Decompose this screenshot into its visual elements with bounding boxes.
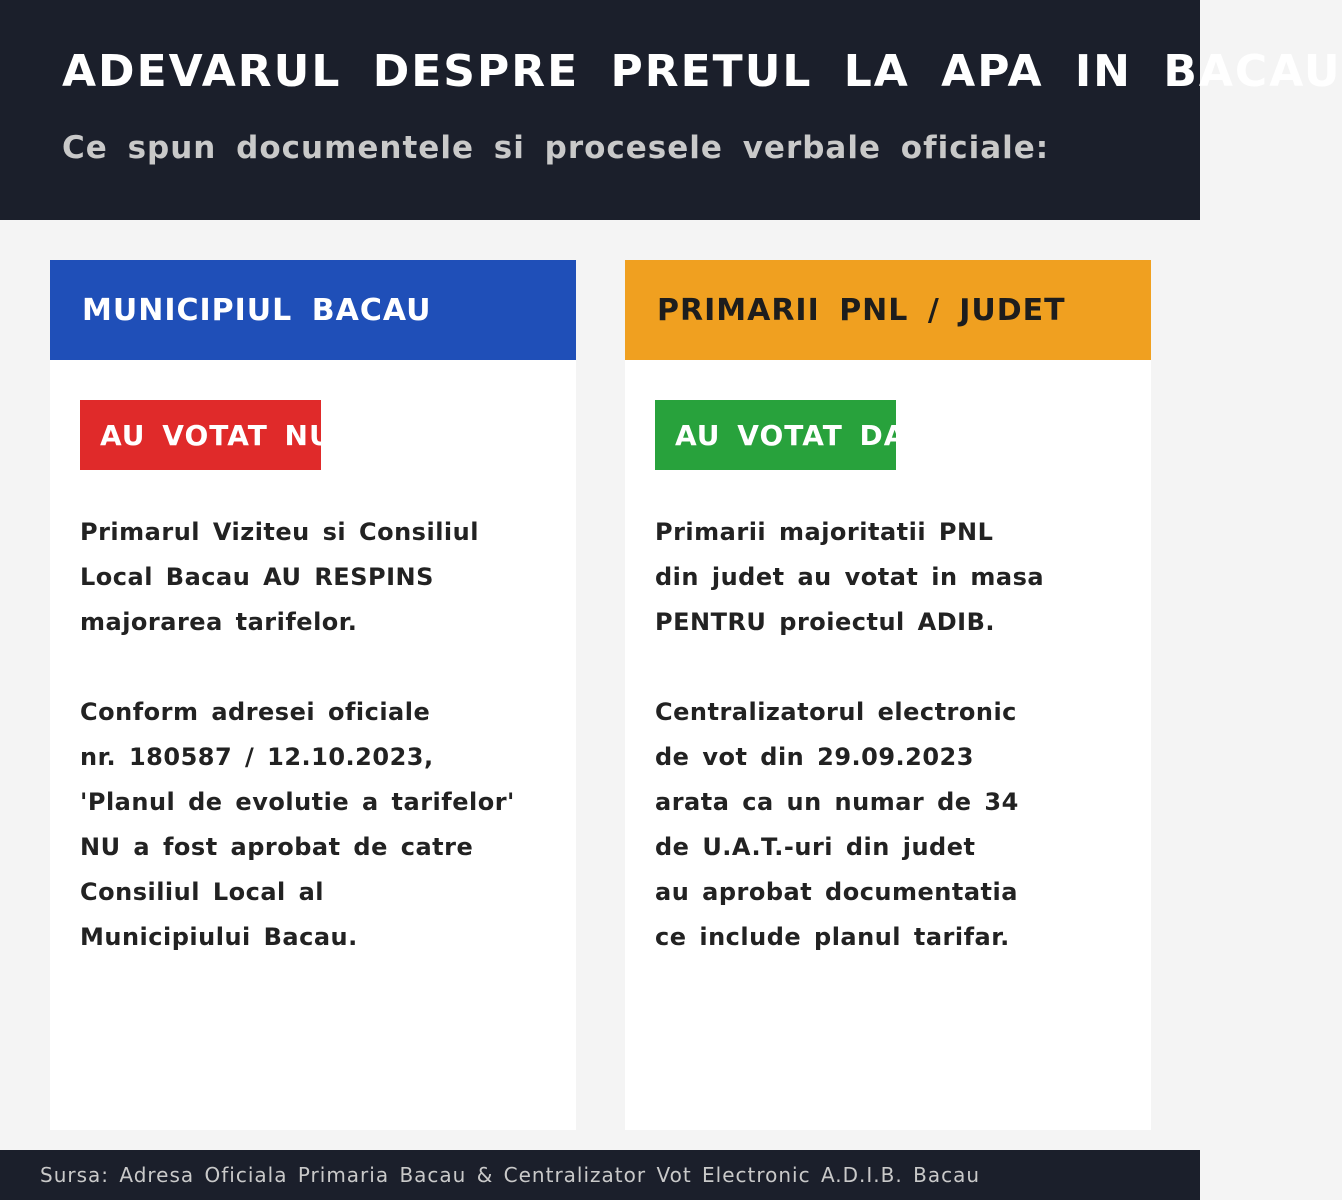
text-line: din judet au votat in masa [655,563,1045,591]
text-line: majorarea tarifelor. [80,608,358,636]
text-line: Primarii majoritatii PNL [655,518,994,546]
right-paragraph-2 [655,690,1125,960]
left-paragraph-2 [80,690,550,960]
text-line: Conform adresei oficiale [80,698,431,726]
text-line: Local Bacau AU RESPINS [80,563,434,591]
header-banner [0,0,1342,220]
text-line: Primarul Viziteu si Consiliul [80,518,479,546]
right-paragraph-1 [655,510,1125,645]
text-line: Centralizatorul electronic [655,698,1017,726]
text-line: nr. 180587 / 12.10.2023, [80,743,434,771]
card-municipiul-bacau [50,260,576,1130]
text-line: 'Planul de evolutie a tarifelor' [80,788,515,816]
text-line: Municipiului Bacau. [80,923,358,951]
text-line: ce include planul tarifar. [655,923,1010,951]
page-title: ADEVARUL DESPRE PRETUL LA APA IN BACAU [62,46,1342,97]
text-line: PENTRU proiectul ADIB. [655,608,995,636]
text-line: de vot din 29.09.2023 [655,743,974,771]
vote-badge-da: AU VOTAT DA [655,400,896,470]
text-line: de U.A.T.-uri din judet [655,833,976,861]
vote-badge-nu: AU VOTAT NU [80,400,321,470]
text-line: au aprobat documentatia [655,878,1018,906]
left-paragraph-1 [80,510,550,645]
text-line: NU a fost aprobat de catre [80,833,474,861]
page-subtitle: Ce spun documentele si procesele verbale oficiale: [62,130,1050,166]
card-heading-municipiul: MUNICIPIUL BACAU [50,260,576,360]
text-line: arata ca un numar de 34 [655,788,1019,816]
source-footer: Sursa: Adresa Oficiala Primaria Bacau & Centralizator Vot Electronic A.D.I.B. Bacau [0,1150,1200,1200]
text-line: Consiliul Local al [80,878,325,906]
card-heading-primarii: PRIMARII PNL / JUDET [625,260,1151,360]
card-primarii-pnl [625,260,1151,1130]
